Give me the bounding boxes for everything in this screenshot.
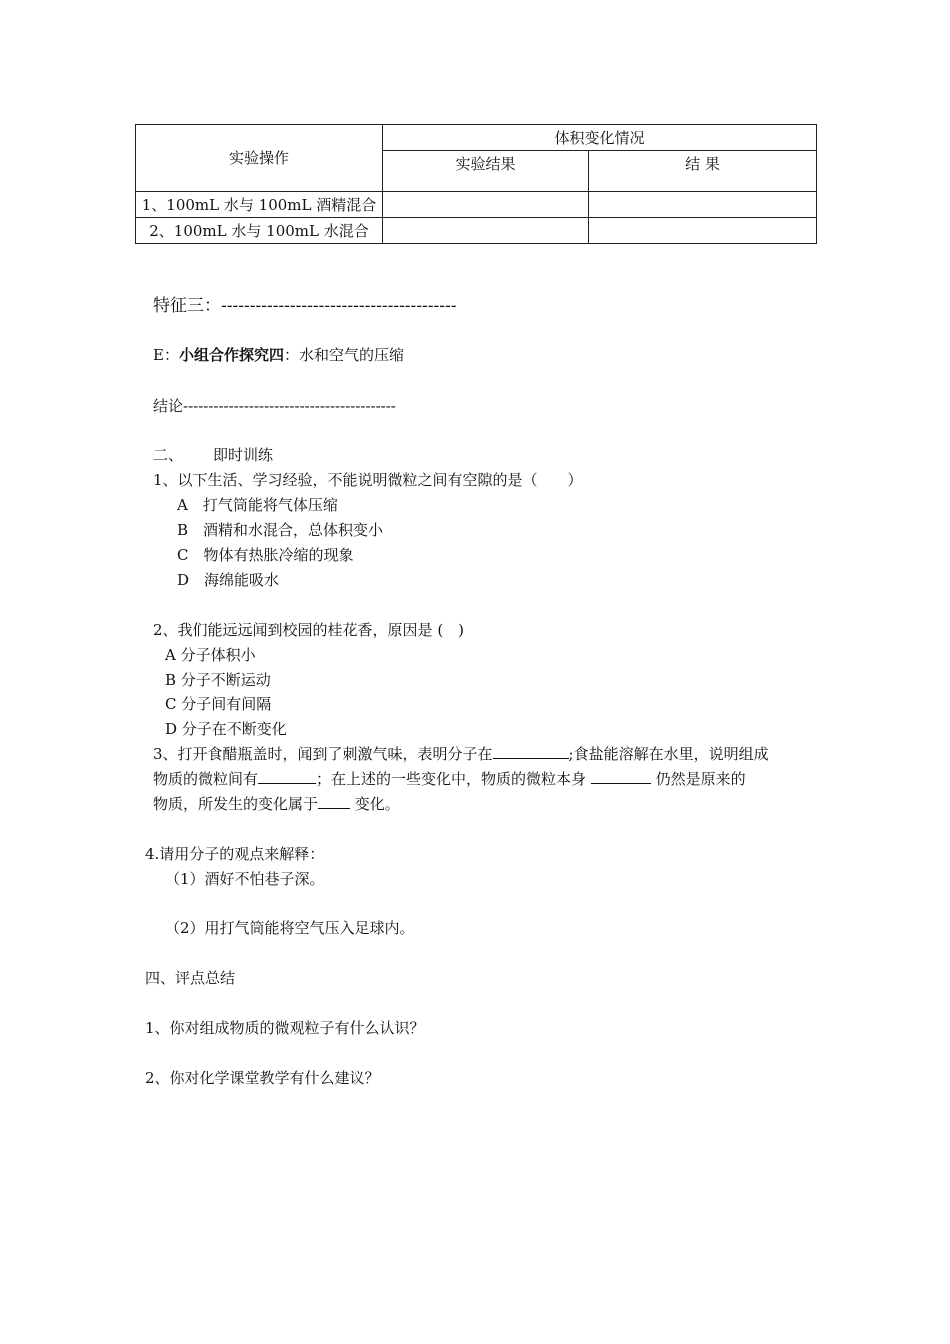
q3-text: ；在上述的一些变化中，物质的微粒本身 bbox=[316, 770, 587, 788]
q4-stem: 4.请用分子的观点来解释： bbox=[145, 845, 325, 863]
q3-text: ;食盐能溶解在水里，说明组成 bbox=[568, 745, 769, 763]
subheader-experiment-result: 实验结果 bbox=[383, 151, 589, 192]
section2-heading bbox=[153, 445, 273, 465]
q1-option: D 海绵能吸水 bbox=[177, 571, 280, 589]
group4-rest: ：水和空气的压缩 bbox=[283, 346, 404, 364]
table-row bbox=[136, 192, 817, 218]
blank bbox=[493, 744, 569, 759]
q1-stem: 1、以下生活、学习经验，不能说明微粒之间有空隙的是（ ） bbox=[153, 471, 583, 489]
q2-option: B 分子不断运动 bbox=[165, 671, 271, 689]
blank bbox=[591, 769, 651, 784]
q4-item: （1）酒好不怕巷子深。 bbox=[165, 870, 325, 888]
q3-line2 bbox=[153, 769, 746, 789]
group4-bold: 小组合作探究四 bbox=[178, 346, 284, 364]
row-experiment-result bbox=[383, 218, 589, 244]
q2-stem: 2、我们能远远闻到校园的桂花香，原因是 ( ) bbox=[153, 621, 465, 639]
subheader-result: 结 果 bbox=[589, 151, 817, 192]
conclusion-line: 结论------------------------------------------ bbox=[153, 397, 396, 415]
section4-heading: 四、评点总结 bbox=[145, 969, 236, 987]
q1-option: B 酒精和水混合，总体积变小 bbox=[177, 521, 384, 539]
q1-option: C 物体有热胀冷缩的现象 bbox=[177, 546, 354, 564]
q2-option: D 分子在不断变化 bbox=[165, 720, 287, 738]
q3-text: 物质，所发生的变化属于 bbox=[153, 795, 319, 813]
q2-option: C 分子间有间隔 bbox=[165, 695, 272, 713]
row-result bbox=[589, 218, 817, 244]
q3-line3 bbox=[153, 794, 400, 814]
q4-item: （2）用打气筒能将空气压入足球内。 bbox=[165, 919, 415, 937]
table-row bbox=[136, 218, 817, 244]
section2-title: 即时训练 bbox=[213, 446, 274, 464]
experiment-table bbox=[135, 124, 817, 244]
group4-line bbox=[153, 345, 404, 365]
blank bbox=[318, 794, 350, 809]
header-operation: 实验操作 bbox=[136, 125, 383, 192]
q2-option: A 分子体积小 bbox=[165, 646, 256, 664]
row-operation: 2、100mL 水与 100mL 水混合 bbox=[136, 218, 383, 244]
section4-item: 1、你对组成物质的微观粒子有什么认识？ bbox=[145, 1019, 425, 1037]
row-operation: 1、100mL 水与 100mL 酒精混合 bbox=[136, 192, 383, 218]
section4-item: 2、你对化学课堂教学有什么建议？ bbox=[145, 1069, 380, 1087]
section2-number: 二、 bbox=[153, 446, 184, 464]
group4-prefix: E： bbox=[153, 346, 179, 364]
q3-text: 变化。 bbox=[354, 795, 400, 813]
feature3-line: 特征三：----------------------------------------- bbox=[153, 296, 457, 316]
row-experiment-result bbox=[383, 192, 589, 218]
q3-text: 物质的微粒间有 bbox=[153, 770, 259, 788]
q3-text: 仍然是原来的 bbox=[655, 770, 746, 788]
header-volume-change: 体积变化情况 bbox=[383, 125, 817, 151]
row-result bbox=[589, 192, 817, 218]
q1-option: A 打气筒能将气体压缩 bbox=[177, 496, 338, 514]
q3-line1 bbox=[153, 744, 769, 764]
blank bbox=[258, 769, 316, 784]
q3-text: 3、打开食醋瓶盖时，闻到了刺激气味，表明分子在 bbox=[153, 745, 493, 763]
